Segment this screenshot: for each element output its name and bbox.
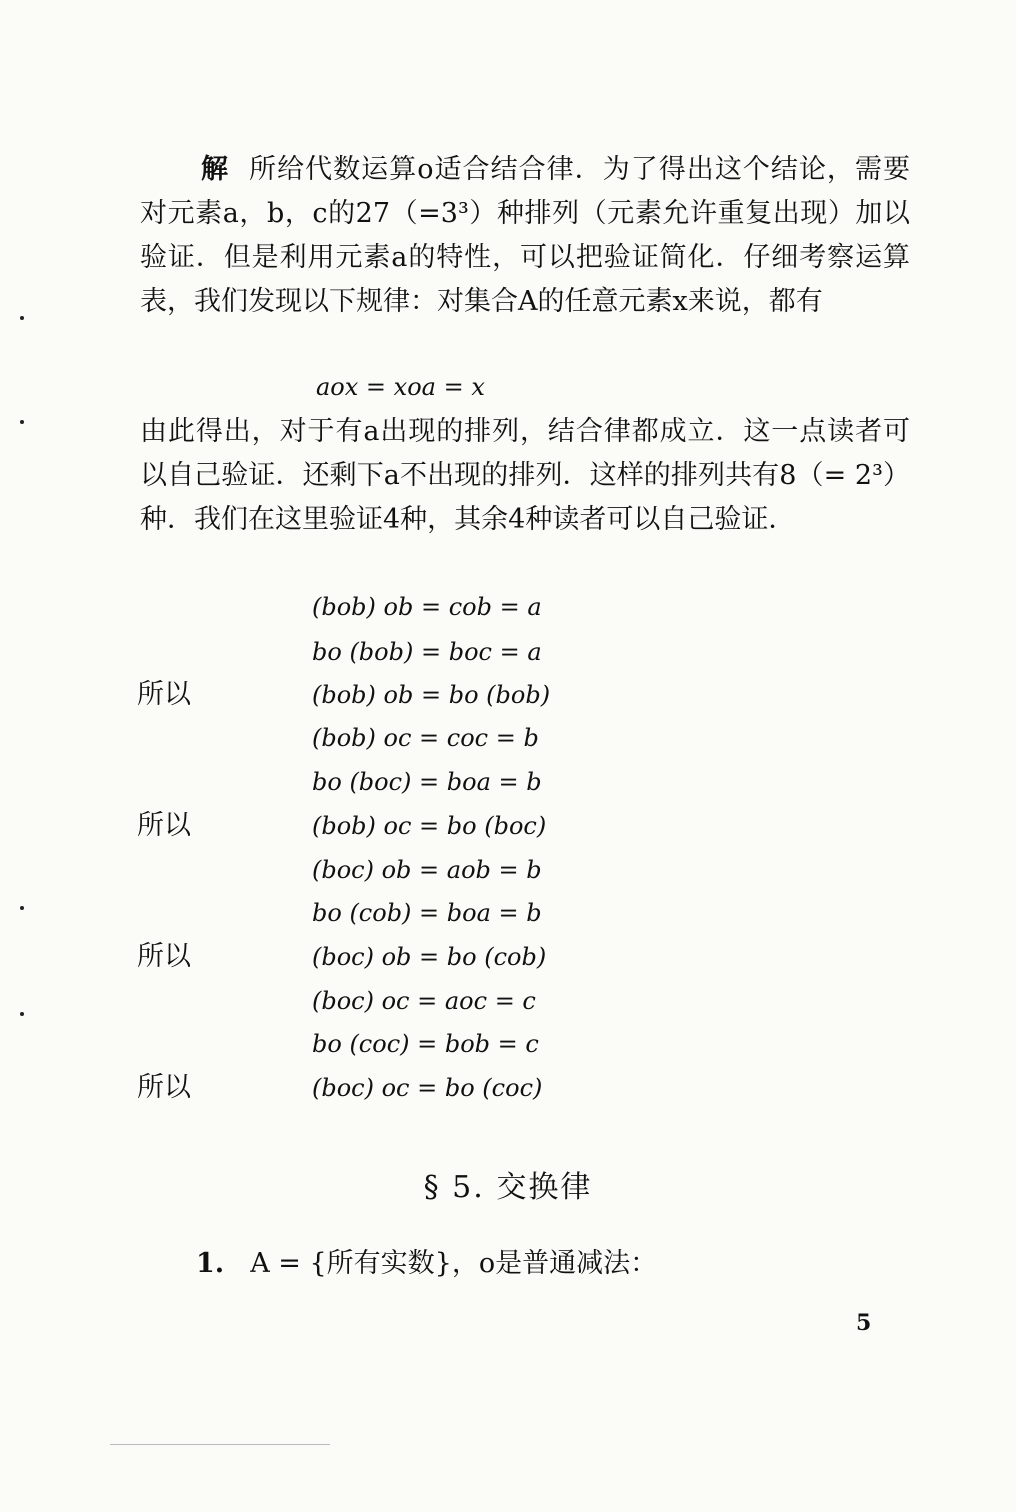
- margin-dot: [20, 420, 24, 424]
- section-heading: § 5. 交换律: [423, 1170, 593, 1205]
- formula-identity: aox = xoa = x: [316, 373, 485, 401]
- formula-line: bo (cob) = boa = b: [312, 899, 542, 927]
- formula-line: (bob) ob = cob = a: [312, 593, 542, 621]
- formula-line: (boc) oc = bo (coc): [312, 1074, 543, 1102]
- list-item-number: 1.: [196, 1248, 225, 1279]
- formula-line: (boc) ob = bo (cob): [312, 943, 547, 971]
- paragraph-remainder: 由此得出，对于有a出现的排列，结合律都成立．这一点读者可以自己验证．还剩下a不出现的排列．这样的排列共有8（= 2³）种．我们在这里验证4种，其余4种读者可以自己验证．: [140, 416, 910, 535]
- scan-artifact-line: [110, 1444, 330, 1445]
- formula-line: (bob) oc = coc = b: [312, 724, 539, 752]
- formula-line: (bob) oc = bo (boc): [312, 812, 547, 840]
- therefore-label: 所以: [137, 1072, 191, 1103]
- margin-dot: [20, 1012, 24, 1016]
- formula-line: bo (boc) = boa = b: [312, 768, 542, 796]
- therefore-label: 所以: [137, 810, 191, 841]
- formula-line: (boc) ob = aob = b: [312, 856, 542, 884]
- solution-label: 解: [200, 154, 230, 185]
- formula-line: (boc) oc = aoc = c: [312, 987, 536, 1015]
- paragraph-solution-text: 所给代数运算o适合结合律．为了得出这个结论，需要对元素a，b，c的27（=3³）种排列（元素允许重复出现）加以验证．但是利用元素a的特性，可以把验证简化．仔细考察运算表，我们发现以下规律：对集合A的任意元素x来说，都有: [140, 154, 910, 317]
- formula-line: (bob) ob = bo (bob): [312, 681, 551, 709]
- therefore-label: 所以: [137, 941, 191, 972]
- margin-dot: [20, 906, 24, 910]
- formula-line: bo (bob) = boc = a: [312, 638, 542, 666]
- therefore-label: 所以: [137, 679, 191, 710]
- formula-line: bo (coc) = bob = c: [312, 1030, 539, 1058]
- list-item-text: A = {所有实数}，o是普通减法：: [250, 1248, 658, 1279]
- margin-dot: [20, 316, 24, 320]
- list-item: [196, 1246, 657, 1282]
- page-number: 5: [856, 1310, 872, 1336]
- paragraph-solution: [140, 148, 910, 324]
